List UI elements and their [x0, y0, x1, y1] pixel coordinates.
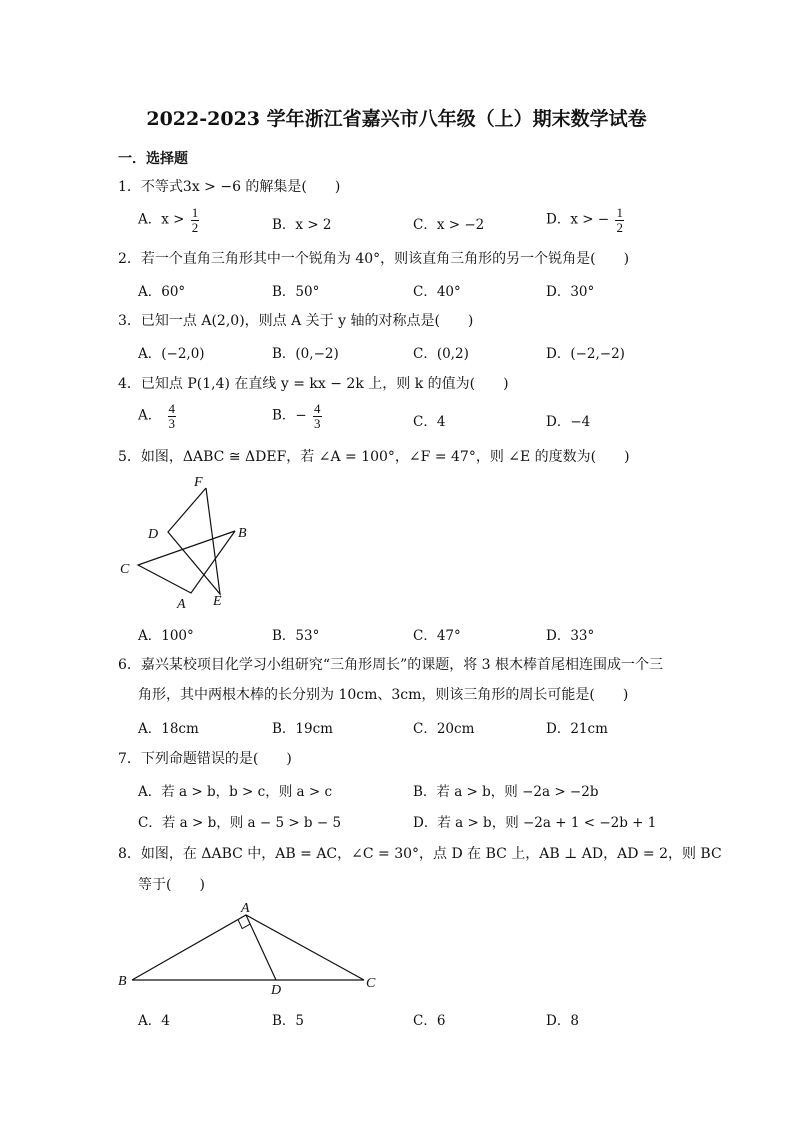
label-a: A — [241, 901, 250, 916]
fraction — [313, 402, 322, 430]
question-8-figure — [110, 898, 390, 998]
question-5-option-c[interactable]: C．47° — [413, 628, 461, 644]
numerator: 4 — [314, 401, 321, 416]
numerator: 4 — [168, 401, 176, 416]
label-c: C — [120, 562, 130, 577]
denominator: 3 — [314, 415, 321, 431]
label-c: C — [366, 976, 376, 991]
label-d: D — [148, 527, 159, 542]
question-6-option-a[interactable]: A．18cm — [138, 721, 199, 737]
label-e: E — [213, 594, 222, 609]
question-6-stem-line-2: 角形，其中两根木棒的长分别为 10cm、3cm，则该三角形的周长可能是( ) — [138, 687, 629, 703]
option-d-prefix: D．x > − — [546, 211, 610, 228]
question-2-option-c[interactable]: C．40° — [413, 284, 461, 300]
question-8-stem-line-1: 8．如图，在 ΔABC 中，AB = AC，∠C = 30°，点 D 在 BC 上，AB ⊥ AD，AD = 2，则 BC — [118, 846, 722, 862]
label-d: D — [271, 983, 282, 998]
question-1-option-c[interactable]: C．x > −2 — [413, 217, 485, 233]
question-1-stem: 1．不等式3x > −6 的解集是( ) — [118, 179, 341, 195]
label-f: F — [194, 475, 203, 490]
question-2-option-d[interactable]: D．30° — [546, 284, 595, 300]
question-1-option-a[interactable] — [138, 206, 201, 234]
question-6-option-d[interactable]: D．21cm — [546, 721, 608, 737]
triangle-def — [168, 488, 220, 594]
question-2-option-a[interactable]: A．60° — [138, 284, 186, 300]
question-1-option-d[interactable] — [546, 206, 626, 234]
question-4-option-d[interactable]: D．−4 — [546, 414, 591, 430]
question-7-option-b[interactable]: B．若 a > b，则 −2a > −2b — [413, 784, 599, 800]
question-2-stem: 2．若一个直角三角形其中一个锐角为 40°，则该直角三角形的另一个锐角是( ) — [118, 251, 630, 267]
question-2-option-b[interactable]: B．50° — [272, 284, 320, 300]
question-6-option-b[interactable]: B．19cm — [272, 721, 333, 737]
question-5-figure — [110, 470, 260, 615]
label-a: A — [177, 597, 186, 612]
fraction — [168, 402, 177, 430]
question-6-option-c[interactable]: C．20cm — [413, 721, 475, 737]
numerator: 1 — [191, 205, 199, 220]
question-4-stem: 4．已知点 P(1,4) 在直线 y = kx − 2k 上，则 k 的值为( ) — [118, 376, 509, 392]
numerator: 1 — [616, 205, 623, 220]
question-5-stem: 5．如图，ΔABC ≅ ΔDEF，若 ∠A = 100°，∠F = 47°，则 ∠E 的度数为( ) — [118, 449, 630, 465]
question-7-stem: 7．下列命题错误的是( ) — [118, 751, 292, 767]
section-heading: 一．选择题 — [118, 151, 188, 167]
denominator: 2 — [616, 219, 623, 235]
question-7-option-d[interactable]: D．若 a > b，则 −2a + 1 < −2b + 1 — [413, 815, 657, 831]
question-3-option-c[interactable]: C．(0,2) — [413, 346, 469, 362]
question-4-option-c[interactable]: C．4 — [413, 414, 446, 430]
question-6-stem-line-1: 6．嘉兴某校项目化学习小组研究“三角形周长”的课题，将 3 根木棒首尾相连围成一个三 — [118, 657, 664, 673]
denominator: 2 — [191, 219, 199, 235]
question-5-option-b[interactable]: B．53° — [272, 628, 320, 644]
segment-ad — [246, 915, 276, 980]
question-8-option-a[interactable]: A．4 — [138, 1013, 170, 1029]
triangle-abc — [132, 915, 364, 980]
question-4-option-b[interactable] — [272, 402, 324, 430]
fraction — [191, 206, 200, 234]
question-3-stem: 3．已知一点 A(2,0)，则点 A 关于 y 轴的对称点是( ) — [118, 313, 474, 329]
question-3-option-b[interactable]: B．(0,−2) — [272, 346, 339, 362]
question-3-option-a[interactable]: A．(−2,0) — [138, 346, 205, 362]
question-1-option-b[interactable]: B．x > 2 — [272, 217, 332, 233]
question-5-option-a[interactable]: A．100° — [138, 628, 194, 644]
question-5-option-d[interactable]: D．33° — [546, 628, 595, 644]
option-a-prefix: A．x > — [138, 211, 185, 228]
page-title: 2022-2023 学年浙江省嘉兴市八年级（上）期末数学试卷 — [146, 108, 647, 130]
question-7-option-a[interactable]: A．若 a > b，b > c，则 a > c — [138, 784, 333, 800]
question-4-option-a[interactable] — [138, 402, 178, 430]
question-8-stem-line-2: 等于( ) — [138, 877, 205, 893]
option-a-prefix: A． — [138, 407, 162, 424]
fraction — [615, 206, 624, 234]
question-8-option-d[interactable]: D．8 — [546, 1013, 579, 1029]
option-b-prefix: B．− — [272, 407, 307, 424]
question-3-option-d[interactable]: D．(−2,−2) — [546, 346, 625, 362]
question-8-option-b[interactable]: B．5 — [272, 1013, 305, 1029]
question-7-option-c[interactable]: C．若 a > b，则 a − 5 > b − 5 — [138, 815, 342, 831]
label-b: B — [118, 974, 127, 989]
denominator: 3 — [168, 415, 176, 431]
label-b: B — [238, 526, 247, 541]
question-8-option-c[interactable]: C．6 — [413, 1013, 446, 1029]
